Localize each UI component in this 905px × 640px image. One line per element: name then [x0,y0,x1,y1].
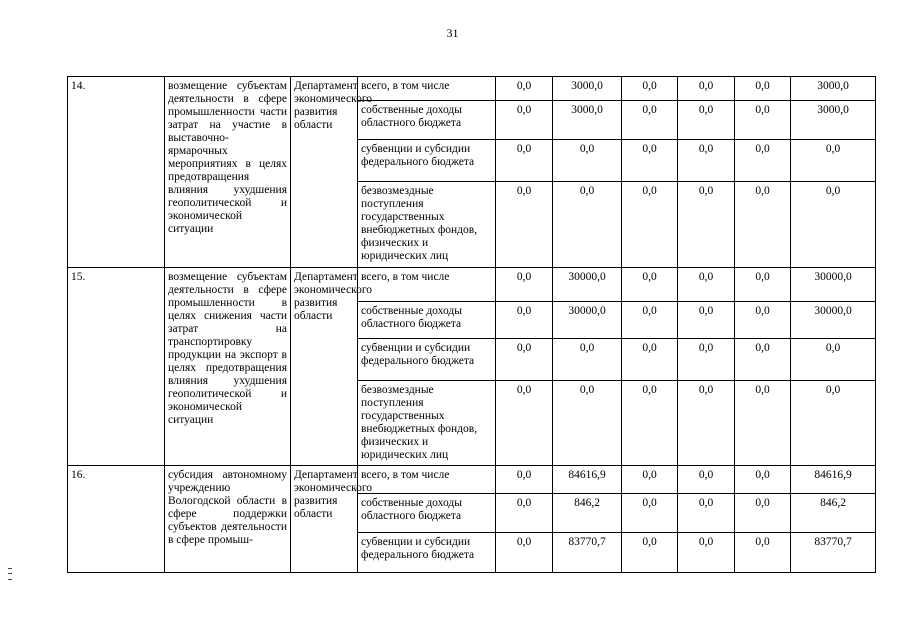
value-cell: 846,2 [791,494,876,533]
value-cell: 0,0 [622,140,678,182]
value-cell: 3000,0 [791,101,876,140]
value-cell: 0,0 [735,339,791,381]
value-cell: 0,0 [735,101,791,140]
funding-source-cell: субвенции и субсидии федерального бюджета [358,339,496,381]
value-cell: 0,0 [496,466,553,494]
value-cell: 0,0 [791,182,876,268]
value-cell: 0,0 [622,77,678,101]
value-cell: 0,0 [496,182,553,268]
value-cell: 0,0 [678,182,735,268]
value-cell: 0,0 [496,140,553,182]
value-cell: 0,0 [678,494,735,533]
table-row [68,268,876,302]
value-cell: 0,0 [735,302,791,339]
value-cell: 84616,9 [553,466,622,494]
value-cell: 0,0 [735,381,791,466]
value-cell: 0,0 [622,339,678,381]
page-number: 31 [446,26,459,40]
row-number-cell: 16. [68,466,165,573]
value-cell: 0,0 [678,533,735,573]
executor-cell: Департамент экономического развития области [291,77,358,268]
funding-source-cell: собственные доходы областного бюджета [358,302,496,339]
value-cell: 30000,0 [553,268,622,302]
value-cell: 0,0 [553,140,622,182]
value-cell: 83770,7 [791,533,876,573]
table-body [68,77,876,573]
value-cell: 0,0 [678,302,735,339]
funding-source-cell: собственные доходы областного бюджета [358,101,496,140]
table-row [68,466,876,494]
executor-cell: Департамент экономического развития области [291,268,358,466]
value-cell: 0,0 [678,268,735,302]
value-cell: 0,0 [735,466,791,494]
value-cell: 0,0 [553,339,622,381]
value-cell: 0,0 [791,339,876,381]
value-cell: 0,0 [678,381,735,466]
value-cell: 0,0 [496,339,553,381]
margin-mark [8,568,12,580]
value-cell: 0,0 [622,381,678,466]
budget-table [67,76,876,573]
value-cell: 84616,9 [791,466,876,494]
value-cell: 0,0 [496,381,553,466]
value-cell: 0,0 [735,533,791,573]
value-cell: 0,0 [622,182,678,268]
value-cell: 0,0 [496,101,553,140]
value-cell: 30000,0 [791,268,876,302]
value-cell: 0,0 [678,77,735,101]
value-cell: 0,0 [678,339,735,381]
value-cell: 0,0 [496,302,553,339]
funding-source-cell: безвозмездные поступления государственных внебюджетных фондов, физических и юридических лиц [358,381,496,466]
value-cell: 0,0 [622,268,678,302]
executor-cell: Департамент экономического развития области [291,466,358,573]
funding-source-cell: собственные доходы областного бюджета [358,494,496,533]
value-cell: 0,0 [553,381,622,466]
value-cell: 0,0 [735,268,791,302]
value-cell: 0,0 [553,182,622,268]
value-cell: 846,2 [553,494,622,533]
row-number-cell: 15. [68,268,165,466]
table-row [68,77,876,101]
value-cell: 3000,0 [553,77,622,101]
value-cell: 0,0 [678,140,735,182]
value-cell: 83770,7 [553,533,622,573]
value-cell: 3000,0 [553,101,622,140]
measure-description-cell: субсидия автономному учреждению Вологодской области в сфере поддержки субъектов деятельности в сфере промыш- [165,466,291,573]
value-cell: 30000,0 [553,302,622,339]
value-cell: 30000,0 [791,302,876,339]
value-cell: 0,0 [678,101,735,140]
value-cell: 0,0 [622,302,678,339]
funding-source-cell: всего, в том числе [358,466,496,494]
value-cell: 0,0 [622,494,678,533]
value-cell: 0,0 [791,140,876,182]
value-cell: 0,0 [496,494,553,533]
value-cell: 0,0 [678,466,735,494]
row-number-cell: 14. [68,77,165,268]
value-cell: 0,0 [622,533,678,573]
funding-source-cell: всего, в том числе [358,268,496,302]
value-cell: 0,0 [735,494,791,533]
value-cell: 0,0 [735,77,791,101]
funding-source-cell: субвенции и субсидии федерального бюджета [358,140,496,182]
funding-source-cell: безвозмездные поступления государственных внебюджетных фондов, физических и юридических лиц [358,182,496,268]
measure-description-cell: возмещение субъектам деятельности в сфере промышленности в целях снижения части затрат на транспортировку продукции на экспорт в целях предотвращения влияния ухудшения геополитической и экономической ситуации [165,268,291,466]
value-cell: 0,0 [622,101,678,140]
value-cell: 0,0 [496,268,553,302]
value-cell: 0,0 [735,182,791,268]
value-cell: 0,0 [496,77,553,101]
funding-source-cell: всего, в том числе [358,77,496,101]
value-cell: 3000,0 [791,77,876,101]
measure-description-cell: возмещение субъектам деятельности в сфере промышленности части затрат на участие в выставочно-ярмарочных мероприятиях в целях предотвращения влияния ухудшения геополитической и экономической ситуации [165,77,291,268]
value-cell: 0,0 [496,533,553,573]
funding-source-cell: субвенции и субсидии федерального бюджета [358,533,496,573]
value-cell: 0,0 [735,140,791,182]
value-cell: 0,0 [622,466,678,494]
value-cell: 0,0 [791,381,876,466]
